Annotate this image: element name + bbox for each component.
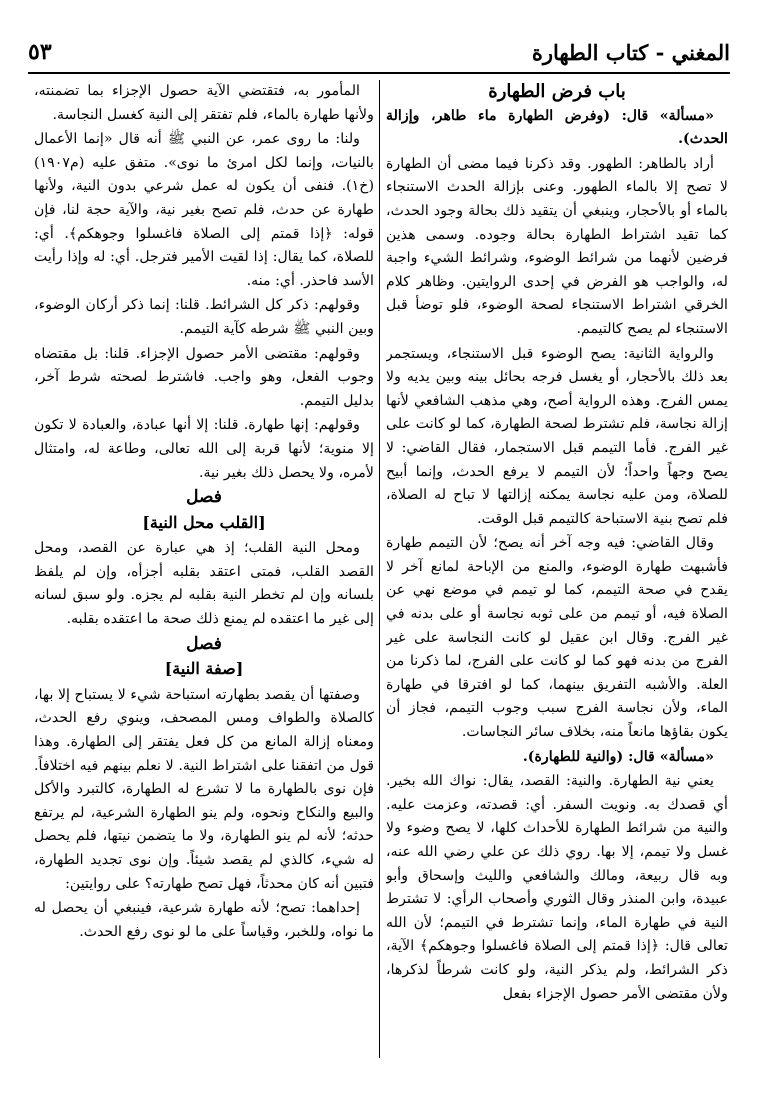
right-column <box>386 80 728 1068</box>
section-subtitle <box>34 657 374 683</box>
column-divider <box>379 80 380 1058</box>
paragraph: ولنا: ما روى عمر، عن النبي ﷺ أنه قال «إنما الأعمال بالنيات، وإنما لكل امرئ ما نوى». متفق عليه (م١٩٠٧) (خ١). فنفى أن يكون له عمل شرعي بدون النية، ولأنها طهارة عن حدث، فلم تصح بغير نية، والآية حجة لنا، فإن قوله: ﴿إذا قمتم إلى الصلاة فاغسلوا وجوهكم﴾. أي: للصلاة، كما يقال: إذا لقيت الأمير فترجل. أي: له وإذا رأيت الأسد فاحذر. أي: منه. <box>34 131 374 289</box>
paragraph: وقولهم: ذكر كل الشرائط. قلنا: إنما ذكر أركان الوضوء، وبين النبي ﷺ شرطه كآية التيمم. <box>34 297 374 337</box>
section-subtitle-text: [القلب محل النية] <box>142 512 266 532</box>
section-title: فصل <box>186 487 222 508</box>
paragraph: وصفتها أن يقصد بطهارته استباحة شيء لا يستباح إلا بها، كالصلاة والطواف ومس المصحف، وينوي رفع الحدث، ومعناه إزالة المانع من كل فعل يفتقر إلى الطهارة. وهذا قول من اتفقنا على اشتراط النية. لا نعلم بينهم فيه اختلافاً. فإن نوى بالطهارة ما لا تشرع له الطهارة، كالتبرد والأكل والبيع والنكاح ونحوه، ولم ينو الطهارة الشرعية، لم يرتفع حدثه؛ لأنه لم ينو الطهارة، ولا ما يتضمن نيتها، فلم يحصل له شيء، كالذي لم يقصد شيئاً. وإن نوى تجديد الطهارة، فتبين أنه كان محدثاً، فهل تصح طهارته؟ على روايتين: <box>34 686 374 892</box>
paragraph: وقولهم: إنها طهارة. قلنا: إلا أنها عبادة، والعبادة لا تكون إلا منوية؛ لأنها قربة إلى الله تعالى، وطاعة له، وامتثال لأمره، ولا يحصل ذلك بغير نية. <box>34 417 374 481</box>
masala-heading: «مسألة» قال: (والنية للطهارة). <box>522 748 714 765</box>
paragraph: يعني نية الطهارة. والنية: القصد، يقال: نواك الله بخير. أي قصدك به. ونويت السفر. أي: قصدته، وعزمت عليه. والنية من شرائط الطهارة للأحداث كلها، لا يصح وضوء ولا غسل ولا تيمم، إلا بها. روي ذلك عن علي رضي الله عنه، وبه قال ربيعة، ومالك والشافعي والليث وإسحاق وأبو عبيدة، وابن المنذر وقال الثوري وأصحاب الرأي: لا تشترط النية في طهارة الماء، وإنما تشترط في التيمم؛ لأن الله تعالى قال: ﴿إذا قمتم إلى الصلاة فاغسلوا وجوهكم﴾ الآية، ذكر الشرائط، ولم يذكر النية، ولو كانت شرطاً لذكرها، ولأن مقتضى الأمر حصول الإجزاء بفعل <box>386 773 728 1002</box>
masala-heading: «مسألة» قال: (وفرض الطهارة ماء طاهر، وإزالة الحدث). <box>386 107 728 148</box>
paragraph: والرواية الثانية: يصح الوضوء قبل الاستنجاء، ويستجمر بعد ذلك بالأحجار، أو يغسل فرجه بحائل بينه وبين يديه ولا يمس الفرج. وهذه الرواية أصح، وهي مذهب الشافعي لأنها إزالة نجاسة، فلم تشترط لصحة الطهارة، كما لو كانت على غير الفرج. فأما التيمم قبل الاستجمار، فقال القاضي: لا يصح وجهاً واحداً؛ لأن التيمم لا يرفع الحدث، وإنما أبيح للصلاة، ومن عليه نجاسة يمكنه إزالتها لا تباح له الصلاة، فلم تصح بنية الاستباحة كالتيمم قبل الوقت. <box>386 345 728 527</box>
paragraph: وقال القاضي: فيه وجه آخر أنه يصح؛ لأن التيمم طهارة فأشبهت طهارة الوضوء، والمنع من الإباحة لمانع آخر لا يقدح في صحة التيمم، كما لو تيمم في موضع نهي عن الصلاة فيه، أو تيمم من على ثوبه نجاسة أو على بدنه في غير الفرج. وقال ابن عقيل لو كانت النجاسة على غير الفرج من بدنه فهو كما لو كانت على الفرج، لما ذكرنا من العلة. والأشبه التفريق بينهما، كما لو افترقا في طهارة الماء، ولأن نجاسة الفرج سبب وجوب التيمم، فجاز أن يكون بقاؤها مانعاً منه، بخلاف سائر النجاسات. <box>386 535 728 741</box>
running-title: المغني - كتاب الطهارة <box>531 39 730 65</box>
header-rule <box>28 72 730 74</box>
section-subtitle-text: [صفة النية] <box>164 659 244 679</box>
chapter-title: باب فرض الطهارة <box>488 81 626 102</box>
left-column <box>34 80 374 1068</box>
section-subtitle <box>34 511 374 537</box>
section-title: فصل <box>186 633 222 654</box>
page-number: ٥٣ <box>28 39 52 65</box>
paragraph: ومحل النية القلب؛ إذ هي عبارة عن القصد، ومحل القصد القلب، فمتى اعتقد بقلبه أجزأه، وإن لم يلفظ بلسانه وإن لم تخطر النية بقلبه لم يجزه. ولو سبق لسانه إلى غير ما اعتقده لم يمنع ذلك صحة ما اعتقده بقلبه. <box>34 540 374 628</box>
page-header <box>28 38 730 66</box>
paragraph: وقولهم: مقتضى الأمر حصول الإجزاء. قلنا: بل مقتضاه وجوب الفعل، وهو واجب. فاشترط لصحته شرط آخر، بدليل التيمم. <box>34 345 374 409</box>
paragraph: إحداهما: تصح؛ لأنه طهارة شرعية، فينبغي أن يحصل له ما نواه، وللخبر، وقياساً على ما لو نوى رفع الحدث. <box>34 900 374 940</box>
paragraph: المأمور به، فتقتضي الآية حصول الإجزاء بما تضمنته، ولأنها طهارة بالماء، فلم تفتقر إلى النية كغسل النجاسة. <box>34 83 374 123</box>
paragraph: أراد بالطاهر: الطهور. وقد ذكرنا فيما مضى أن الطهارة لا تصح إلا بالماء الطهور. وعنى بإزالة الحدث الاستنجاء بالماء أو بالأحجار، وينبغي أن يتقيد ذلك بحالة وجود الحدث، كما تقيد اشتراط الطهارة بحالة وجوده. وسمى هذين فرضين لأنهما من شرائط الوضوء، وشرائط الشيء واجبة له، والواجب هو الفرض في إحدى الروايتين. وظاهر كلام الخرقي اشتراط الاستنجاء لصحة الوضوء، فلو توضأ قبل الاستنجاء لم يصح كالتيمم. <box>386 155 728 337</box>
